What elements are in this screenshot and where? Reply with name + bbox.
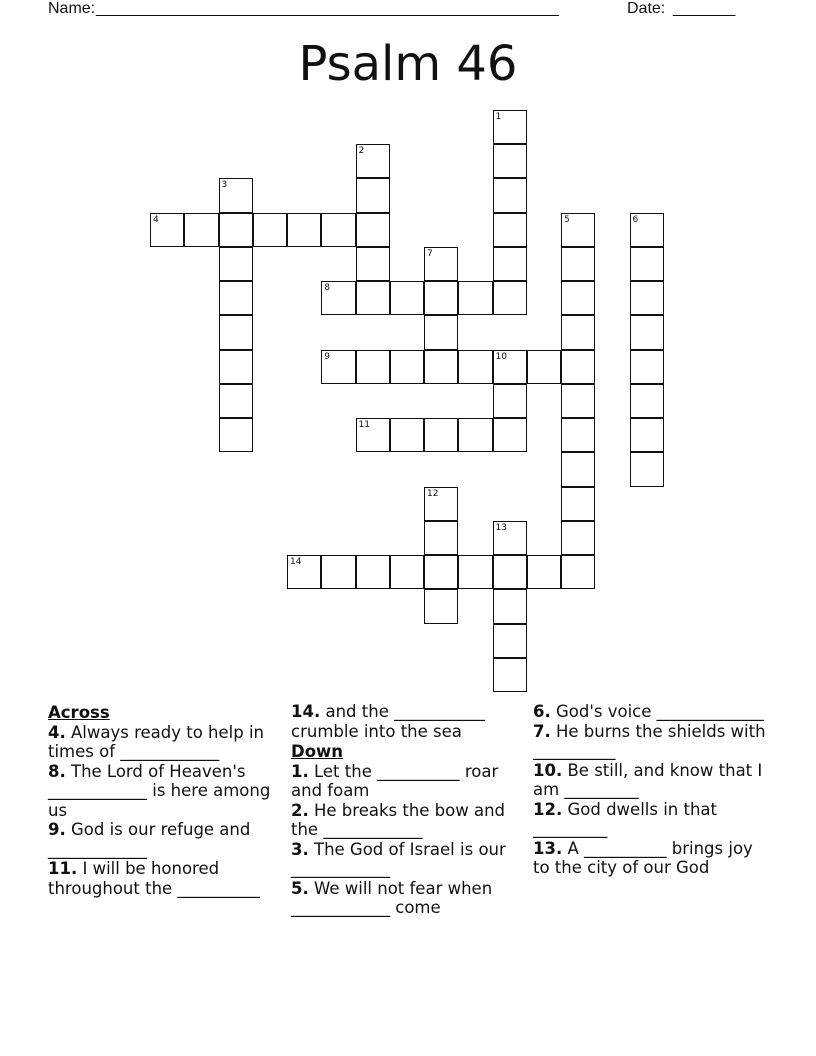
crossword-cell[interactable] xyxy=(390,350,424,384)
crossword-cell[interactable] xyxy=(493,213,527,247)
clue-item xyxy=(533,702,773,722)
crossword-cell[interactable] xyxy=(219,350,253,384)
crossword-cell[interactable] xyxy=(321,350,355,384)
clue-item-text: We will not fear when ____________ come xyxy=(291,878,493,917)
date-label: Date: xyxy=(627,0,666,17)
crossword-cell[interactable] xyxy=(630,315,664,349)
crossword-cell[interactable] xyxy=(458,555,492,589)
crossword-cell[interactable] xyxy=(424,521,458,555)
crossword-cell[interactable] xyxy=(356,350,390,384)
crossword-cell[interactable] xyxy=(321,213,355,247)
crossword-cell[interactable] xyxy=(493,589,527,623)
clue-number: 3 xyxy=(221,180,228,191)
crossword-cell[interactable] xyxy=(630,213,664,247)
clue-item-text: A __________ brings joy to the city of our God xyxy=(533,838,753,877)
crossword-cell[interactable] xyxy=(390,418,424,452)
crossword-cell[interactable] xyxy=(561,384,595,418)
crossword-cell[interactable] xyxy=(493,144,527,178)
clue-number: 5 xyxy=(564,214,570,225)
crossword-cell[interactable] xyxy=(253,213,287,247)
clue-item-text: Be still, and know that I am _________ xyxy=(533,760,763,799)
crossword-cell[interactable] xyxy=(219,281,253,315)
clue-item-number: 14. xyxy=(291,702,321,721)
crossword-cell[interactable] xyxy=(219,247,253,281)
clue-item-text: God dwells in that _________ xyxy=(533,799,718,838)
clue-item-text: and the ___________ crumble into the sea xyxy=(291,702,485,741)
clue-item-number: 10. xyxy=(533,760,563,780)
crossword-cell[interactable] xyxy=(561,487,595,521)
clue-item-text: The God of Israel is our ____________ xyxy=(291,839,506,878)
crossword-cell[interactable] xyxy=(219,213,253,247)
crossword-cell[interactable] xyxy=(458,281,492,315)
crossword-cell[interactable] xyxy=(390,281,424,315)
crossword-cell[interactable] xyxy=(424,315,458,349)
clue-item-number: 5. xyxy=(291,878,309,898)
crossword-cell[interactable] xyxy=(561,555,595,589)
crossword-cell[interactable] xyxy=(493,247,527,281)
crossword-cell[interactable] xyxy=(561,281,595,315)
crossword-cell[interactable] xyxy=(356,178,390,212)
crossword-cell[interactable] xyxy=(356,281,390,315)
across-heading: Across xyxy=(48,703,110,722)
crossword-cell[interactable] xyxy=(356,213,390,247)
clue-item-number: 13. xyxy=(533,838,563,858)
crossword-cell[interactable] xyxy=(219,178,253,212)
clue-item-text: He breaks the bow and the ____________ xyxy=(291,800,506,839)
clue-item-number: 12. xyxy=(533,799,563,819)
clue-number: 7 xyxy=(427,248,433,259)
crossword-cell[interactable] xyxy=(493,178,527,212)
crossword-cell[interactable] xyxy=(493,521,527,555)
clue-item xyxy=(48,820,284,859)
crossword-cell[interactable] xyxy=(150,213,184,247)
name-label: Name: xyxy=(48,0,96,17)
clue-column-3 xyxy=(533,702,773,878)
clue-item xyxy=(291,702,527,741)
crossword-cell[interactable] xyxy=(356,247,390,281)
crossword-cell[interactable] xyxy=(458,350,492,384)
clue-item xyxy=(291,801,527,840)
clue-item xyxy=(48,762,284,821)
crossword-cell[interactable] xyxy=(184,213,218,247)
crossword-cell[interactable] xyxy=(493,658,527,692)
clue-item-number: 9. xyxy=(48,820,66,839)
clue-number: 1 xyxy=(495,111,502,122)
crossword-cell[interactable] xyxy=(561,350,595,384)
clue-item xyxy=(533,722,773,761)
crossword-cell[interactable] xyxy=(561,452,595,486)
clue-item-text: God is our refuge and ____________ xyxy=(48,820,251,859)
crossword-cell[interactable] xyxy=(630,281,664,315)
crossword-cell[interactable] xyxy=(424,247,458,281)
clue-number: 8 xyxy=(324,283,330,293)
crossword-cell[interactable] xyxy=(424,281,458,315)
crossword-cell[interactable] xyxy=(630,350,664,384)
clue-item-text: God's voice _____________ xyxy=(550,702,764,721)
crossword-cell[interactable] xyxy=(630,418,664,452)
crossword-cell[interactable] xyxy=(424,350,458,384)
clue-column-2 xyxy=(291,702,527,918)
clue-number: 9 xyxy=(324,351,330,362)
clue-number: 14 xyxy=(290,557,302,567)
clue-item-text: He burns the shields with __________ xyxy=(533,721,766,760)
crossword-cell[interactable] xyxy=(458,418,492,452)
clue-item xyxy=(533,839,773,878)
crossword-cell[interactable] xyxy=(219,315,253,349)
crossword-cell[interactable] xyxy=(356,418,390,452)
clue-item xyxy=(291,879,527,918)
name-input-line[interactable]: ____________________________________________________ xyxy=(96,0,559,17)
clue-item-number: 8. xyxy=(48,761,66,781)
crossword-cell[interactable] xyxy=(561,247,595,281)
crossword-cell[interactable] xyxy=(424,418,458,452)
clue-item xyxy=(533,800,773,839)
date-input-line[interactable]: _______ xyxy=(673,0,736,17)
crossword-cell[interactable] xyxy=(527,555,561,589)
crossword-cell[interactable] xyxy=(321,555,355,589)
clue-column-1 xyxy=(48,702,284,898)
clue-number: 12 xyxy=(427,488,439,499)
clue-item-number: 2. xyxy=(291,800,309,820)
clue-item-text: I will be honored throughout the __________ xyxy=(48,859,260,898)
crossword-cell[interactable] xyxy=(527,350,561,384)
crossword-cell[interactable] xyxy=(493,418,527,452)
clue-item xyxy=(291,762,527,801)
crossword-cell[interactable] xyxy=(493,384,527,418)
clue-number: 2 xyxy=(358,146,365,156)
crossword-cell[interactable] xyxy=(356,144,390,178)
clue-item-number: 1. xyxy=(291,761,309,781)
clue-item-text: The Lord of Heaven's ____________ is here among us xyxy=(48,761,271,820)
crossword-cell[interactable] xyxy=(493,281,527,315)
clue-number: 13 xyxy=(495,522,507,533)
crossword-cell[interactable] xyxy=(424,555,458,589)
clue-item xyxy=(533,761,773,800)
crossword-cell[interactable] xyxy=(424,589,458,623)
clue-number: 11 xyxy=(358,420,370,430)
clue-number: 4 xyxy=(153,214,159,225)
crossword-cell[interactable] xyxy=(561,213,595,247)
clue-item-number: 3. xyxy=(291,839,309,859)
crossword-cell[interactable] xyxy=(561,521,595,555)
clue-item xyxy=(48,723,284,762)
clue-item-number: 7. xyxy=(533,721,551,741)
crossword-cell[interactable] xyxy=(493,350,527,384)
crossword-cell[interactable] xyxy=(561,315,595,349)
crossword-cell[interactable] xyxy=(287,213,321,247)
crossword-cell[interactable] xyxy=(630,384,664,418)
clue-item xyxy=(48,859,284,898)
crossword-cell[interactable] xyxy=(356,555,390,589)
crossword-cell[interactable] xyxy=(287,555,321,589)
crossword-cell[interactable] xyxy=(493,110,527,144)
page-title: Psalm 46 xyxy=(298,36,518,92)
crossword-cell[interactable] xyxy=(424,487,458,521)
clue-item-text: Always ready to help in times of ____________ xyxy=(48,722,265,761)
clue-number: 6 xyxy=(632,214,639,225)
clue-item-number: 6. xyxy=(533,702,551,721)
crossword-cell[interactable] xyxy=(493,624,527,658)
crossword-cell[interactable] xyxy=(630,247,664,281)
crossword-cell[interactable] xyxy=(321,281,355,315)
crossword-cell[interactable] xyxy=(561,418,595,452)
down-heading: Down xyxy=(291,742,344,761)
crossword-cell[interactable] xyxy=(493,555,527,589)
crossword-cell[interactable] xyxy=(219,418,253,452)
clue-item xyxy=(291,840,527,879)
clue-item-number: 11. xyxy=(48,859,78,878)
clue-item-number: 4. xyxy=(48,722,66,742)
crossword-cell[interactable] xyxy=(630,452,664,486)
clue-number: 10 xyxy=(495,351,507,362)
crossword-cell[interactable] xyxy=(390,555,424,589)
crossword-cell[interactable] xyxy=(219,384,253,418)
clue-item-text: Let the __________ roar and foam xyxy=(291,761,499,800)
